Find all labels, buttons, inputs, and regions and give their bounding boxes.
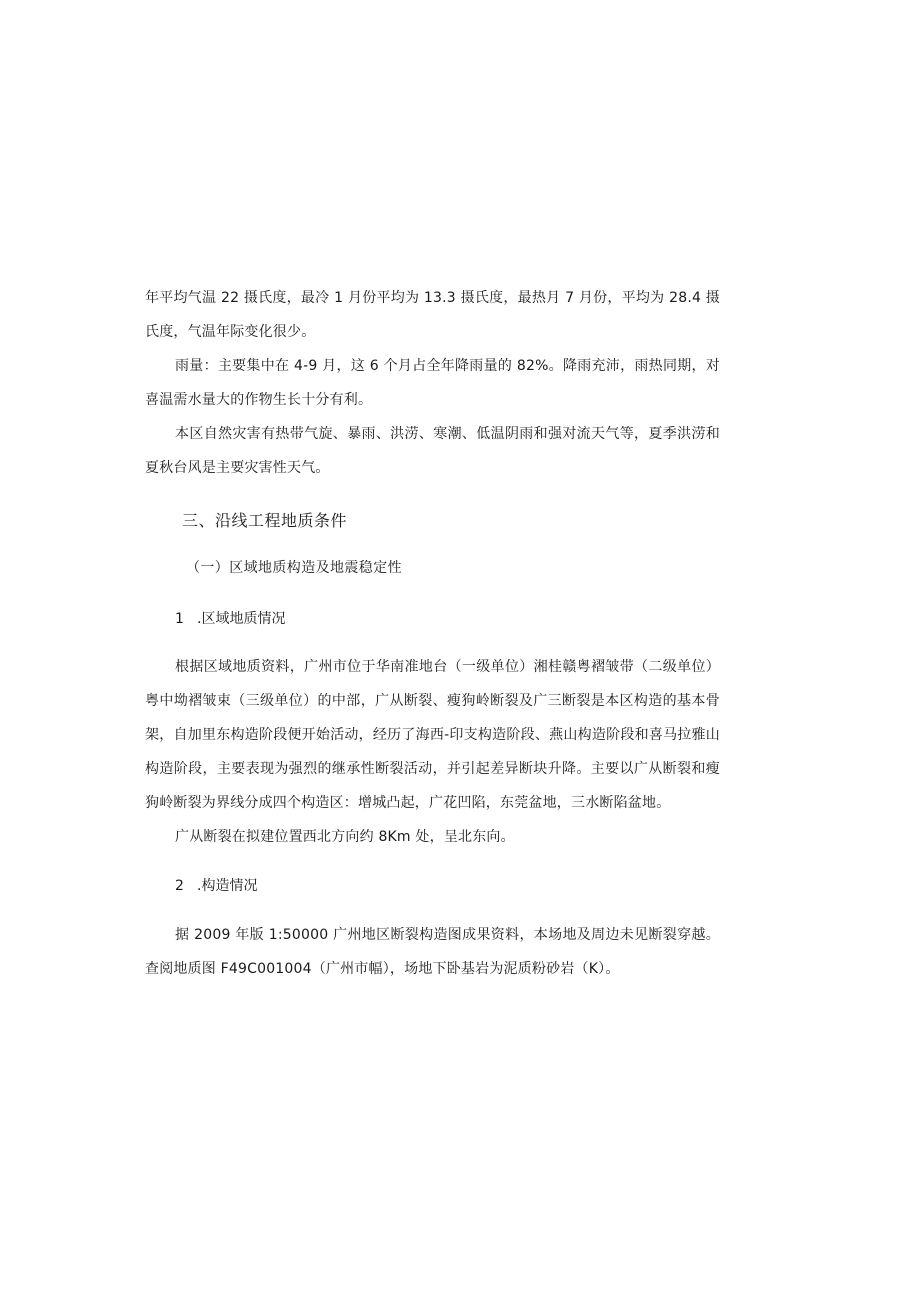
regional-geology-paragraph: 根据区域地质资料，广州市位于华南准地台（一级单位）湘桂赣粤褶皱带（二级单位）粤中坳褶皱束（三级单位）的中部，广从断裂、瘦狗岭断裂及广三断裂是本区构造的基本骨架，自加里东构造阶段便开始活动，经历了海西-印支构造阶段、燕山构造阶段和喜马拉雅山构造阶段，主要表现为强烈的继承性断裂活动，并引起差异断块升降。主要以广从断裂和瘦狗岭断裂为界线分成四个构造区：增城凸起，广花凹陷，东莞盆地，三水断陷盆地。 [145,659,720,811]
heading-number: 2 [175,878,184,894]
structure-section [145,918,720,986]
heading-title: .区域地质情况 [197,611,286,627]
heading-number: 1 [175,611,184,627]
fault-location-paragraph: 广从断裂在拟建位置西北方向约 8Km 处，呈北东向。 [175,829,515,845]
subsection-heading: （一）区域地质构造及地震稳定性 [186,560,402,576]
numbered-heading-structure [175,874,257,898]
heading-title: .构造情况 [197,878,258,894]
structure-paragraph: 据 2009 年版 1:50000 广州地区断裂构造图成果资料，本场地及周边未见断裂穿越。查阅地质图 F49C001004（广州市幅），场地下卧基岩为泥质粉砂岩（K）。 [145,927,720,977]
temperature-paragraph: 年平均气温 22 摄氏度，最冷 1 月份平均为 13.3 摄氏度，最热月 7 月份，平均为 28.4 摄氏度，气温年际变化很少。 [145,290,720,340]
rainfall-paragraph: 雨量：主要集中在 4-9 月，这 6 个月占全年降雨量的 82%。降雨充沛，雨热同期，对喜温需水量大的作物生长十分有利。 [145,358,720,408]
numbered-heading-regional-geology [175,607,285,631]
natural-disaster-paragraph: 本区自然灾害有热带气旋、暴雨、洪涝、寒潮、低温阴雨和强对流天气等，夏季洪涝和夏秋台风是主要灾害性天气。 [145,426,720,476]
section-heading: 三、沿线工程地质条件 [182,511,348,530]
climate-section [145,281,720,485]
regional-geology-section [145,650,720,854]
